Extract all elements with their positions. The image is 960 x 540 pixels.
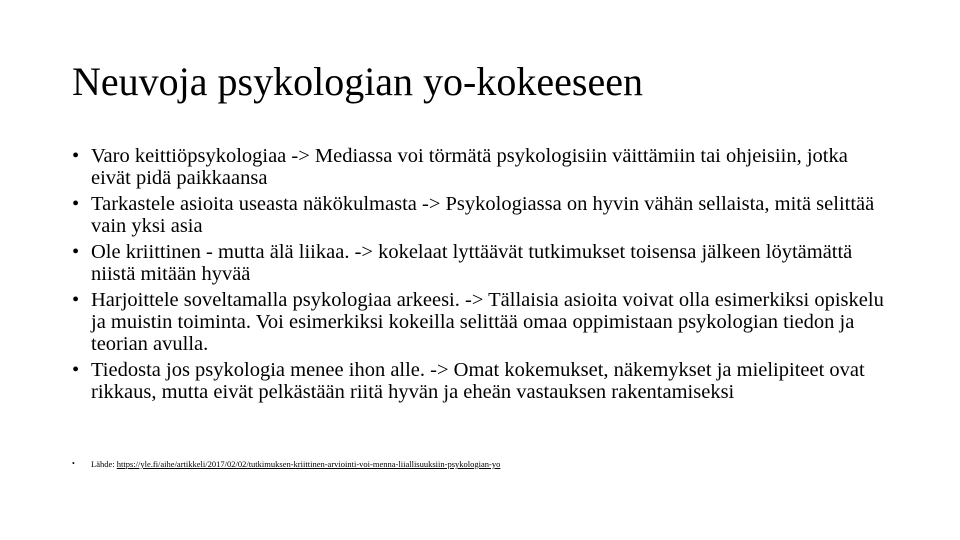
bullet-item (72, 241, 892, 285)
bullet-item (72, 193, 892, 237)
bullet-list (72, 145, 892, 407)
bullet-text: Varo keittiöpsykologiaa -> Mediassa voi törmätä psykologisiin väittämiin tai ohjeisiin, jotka eivät pidä paikkaansa (91, 145, 848, 189)
source-note (72, 458, 892, 470)
source-label: Lähde: (91, 459, 117, 469)
bullet-text: Ole kriittinen - mutta älä liikaa. -> kokelaat lyttäävät tutkimukset toisensa jälkeen löytämättä niistä mitään hyvää (91, 241, 853, 285)
bullet-dot-icon: • (72, 241, 80, 263)
bullet-text: Tiedosta jos psykologia menee ihon alle. -> Omat kokemukset, näkemykset ja mielipiteet ovat rikkaus, mutta eivät pelkästään riitä hyvän ja eheän vastauksen rakentamiseksi (91, 359, 865, 403)
bullet-item (72, 145, 892, 189)
bullet-item (72, 289, 892, 355)
bullet-dot-icon: • (72, 193, 80, 215)
bullet-dot-icon: • (72, 145, 80, 167)
bullet-dot-icon: • (72, 459, 75, 468)
bullet-dot-icon: • (72, 359, 80, 381)
bullet-text: Tarkastele asioita useasta näkökulmasta -> Psykologiassa on hyvin vähän sellaista, mitä selittää vain yksi asia (91, 193, 875, 237)
bullet-dot-icon: • (72, 289, 80, 311)
slide-title: Neuvoja psykologian yo-kokeeseen (72, 59, 643, 104)
bullet-item (72, 359, 892, 403)
source-link[interactable]: https://yle.fi/aihe/artikkeli/2017/02/02/tutkimuksen-kriittinen-arviointi-voi-menna-liiallisuuksiin-psykologian-yo (116, 459, 501, 469)
bullet-text: Harjoittele soveltamalla psykologiaa arkeesi. -> Tällaisia asioita voivat olla esimerkiksi opiskelu ja muistin toiminta. Voi esimerkiksi kokeilla selittää omaa oppimistaan psykologian tiedon ja teorian avulla. (91, 289, 884, 355)
